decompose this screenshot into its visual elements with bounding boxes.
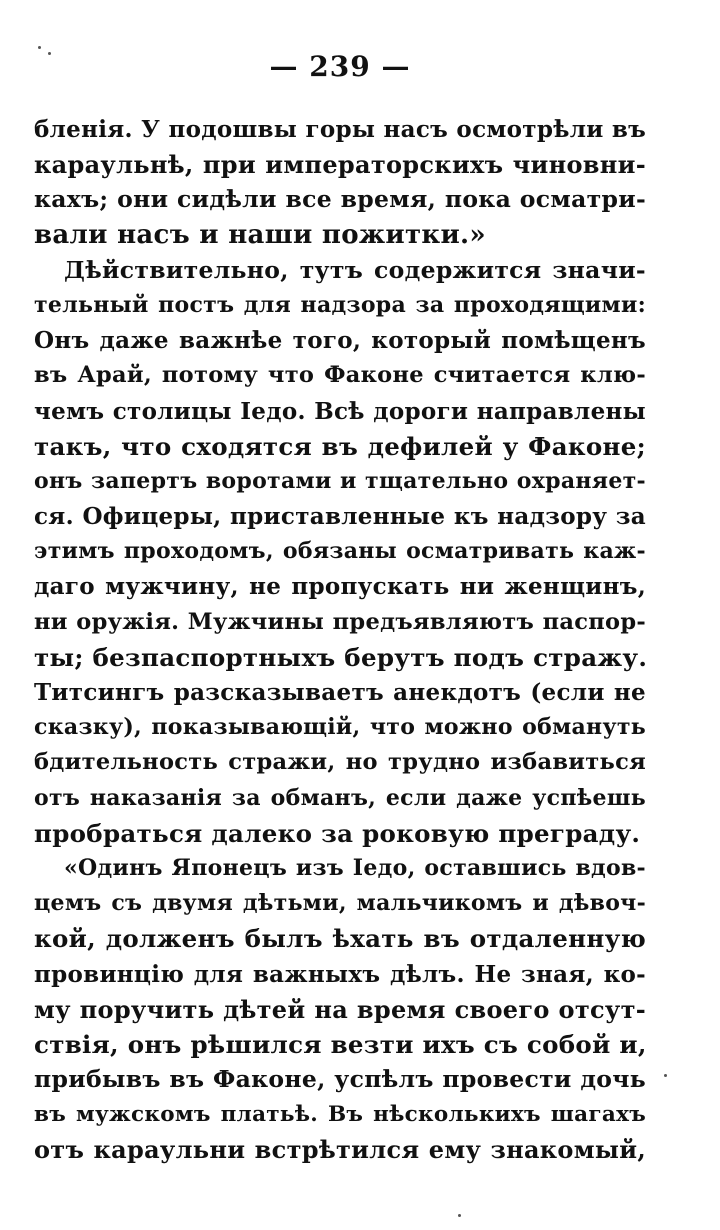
text-line: вали насъ и наши пожитки.» <box>34 219 486 250</box>
print-speck <box>38 46 41 49</box>
print-speck <box>458 1214 461 1217</box>
text-line: этимъ проходомъ, обязаны осматривать каж- <box>34 538 646 565</box>
print-speck <box>664 1074 667 1077</box>
page-number: — 239 — <box>269 50 411 83</box>
text-line: Дѣйствительно, тутъ содержится значи- <box>64 255 646 284</box>
print-speck <box>48 52 51 55</box>
text-line: Титсингъ разсказываетъ анекдотъ (если не <box>34 679 646 706</box>
text-line: цемъ съ двумя дѣтьми, мальчикомъ и дѣвоч- <box>34 890 646 917</box>
text-line: Онъ даже важнѣе того, который помѣщенъ <box>34 327 646 355</box>
text-line: ствія, онъ рѣшился везти ихъ съ собой и, <box>34 1029 647 1059</box>
text-line: въ Арай, потому что Факоне считается клю- <box>34 362 646 389</box>
text-line: онъ запертъ воротами и тщательно охраняет- <box>34 467 646 494</box>
body-text <box>34 112 646 1168</box>
text-line: такъ, что сходятся въ дефилей у Факоне; <box>34 431 646 461</box>
text-line: караульнѣ, при императорскихъ чиновни- <box>34 150 646 180</box>
text-line: отъ караульни встрѣтился ему знакомый, <box>34 1135 646 1165</box>
text-line: «Одинъ Японецъ изъ Іедо, оставшись вдов- <box>64 854 646 881</box>
text-line: бленія. У подошвы горы насъ осмотрѣли въ <box>34 116 647 143</box>
text-line: пробраться далеко за роковую преграду. <box>34 818 641 848</box>
text-line: чемъ столицы Іедо. Всѣ дороги направлены <box>34 397 646 425</box>
text-line: кой, долженъ былъ ѣхать въ отдаленную <box>34 924 646 954</box>
text-line: провинцію для важныхъ дѣлъ. Не зная, ко- <box>34 960 646 988</box>
text-line: кахъ; они сидѣли все время, пока осматри- <box>34 185 646 214</box>
text-line: прибывъ въ Факоне, успѣлъ провести дочь <box>34 1065 646 1094</box>
text-line: ты; безпаспортныхъ берутъ подъ стражу. <box>34 642 648 672</box>
text-line: тельный постъ для надзора за проходящими: <box>34 291 646 318</box>
text-line: ни оружія. Мужчины предъявляютъ паспор- <box>34 608 646 635</box>
text-line: бдительность стражи, но трудно избавиться <box>34 749 646 776</box>
text-line: сказку), показывающій, что можно обмануть <box>34 714 646 741</box>
text-line: даго мужчину, не пропускать ни женщинъ, <box>34 573 646 601</box>
text-line: отъ наказанія за обманъ, если даже успѣешь <box>34 784 646 811</box>
text-line: му поручить дѣтей на время своего отсут- <box>34 994 646 1024</box>
text-line: въ мужскомъ платьѣ. Въ нѣсколькихъ шагахъ <box>34 1102 646 1128</box>
text-line: ся. Офицеры, приставленные къ надзору за <box>34 503 646 531</box>
